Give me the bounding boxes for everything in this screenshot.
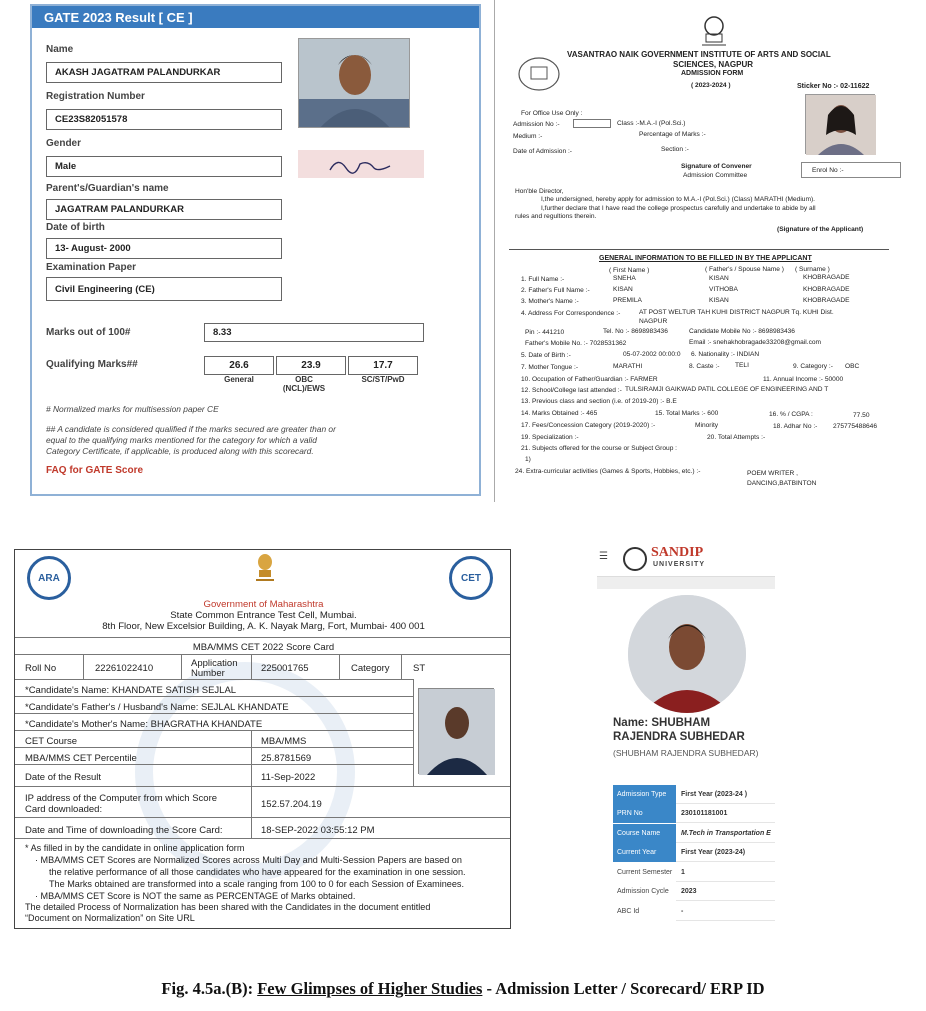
enrol-box xyxy=(801,162,901,178)
ip-label-line1: IP address of the Computer from which Score xyxy=(25,793,218,804)
footnote-6: The detailed Process of Normalization has been shared with the Candidates in the document entitled xyxy=(25,902,431,912)
app-value: 225001765 xyxy=(261,663,309,674)
parent-value: JAGATRAM PALANDURKAR xyxy=(46,199,282,220)
subject-1: 1) xyxy=(525,456,531,463)
total-attempts: 20. Total Attempts :- xyxy=(707,434,766,441)
declaration-1: I,the undersigned, hereby apply for admission to M.A.-I (Pol.Sci.) (Class) MARATHI (Medium). xyxy=(541,196,815,203)
father-name: *Candidate's Father's / Husband's Name: SEJLAL KHANDATE xyxy=(25,702,289,713)
marks-value: 8.33 xyxy=(204,323,424,342)
category-label: Category xyxy=(351,663,390,674)
divider xyxy=(509,249,889,250)
column-divider xyxy=(251,730,252,839)
course-value: MBA/MMS xyxy=(261,736,307,747)
father-mobile: Father's Mobile No. :- 7028531362 xyxy=(525,340,627,347)
date-row xyxy=(15,764,413,786)
mother-surname: KHOBRAGADE xyxy=(803,297,850,304)
footnote-4: The Marks obtained are transformed into a scale ranging from 100 to 0 for each Session of Examinees. xyxy=(49,879,464,889)
dob-label: Date of birth xyxy=(46,222,105,233)
category-value: ST xyxy=(413,663,426,674)
roll-value: 22261022410 xyxy=(95,663,154,674)
marks-obtained: 14. Marks Obtained :- 465 xyxy=(521,410,598,417)
enrol-label: Enrol No :- xyxy=(812,167,844,174)
university-logo-icon xyxy=(623,547,647,571)
footnote-7: “Document on Normalization” on Site URL xyxy=(25,913,195,923)
caption-prefix: Fig. 4.5a.(B): xyxy=(161,979,258,998)
email: Email :- snehakhobragade33208@gmail.com xyxy=(689,339,822,346)
ip-label-line2: Card downloaded: xyxy=(25,804,103,816)
medium-field: Medium :- xyxy=(513,133,543,140)
cgpa-label: 16. % / CGPA : xyxy=(769,411,813,418)
current-year-label: Current Year xyxy=(613,843,676,862)
admission-form xyxy=(494,0,922,502)
form-year: ( 2023-2024 ) xyxy=(691,82,731,89)
col-surname: ( Surname ) xyxy=(795,266,830,273)
ip-value: 152.57.204.19 xyxy=(261,799,322,810)
admission-no: Admission No :- xyxy=(513,121,560,128)
qual-general-value: 26.6 xyxy=(204,356,274,375)
abc-id-value: - xyxy=(681,908,684,915)
footnote-5: · MBA/MMS CET Score is NOT the same as PERCENTAGE of Marks obtained. xyxy=(35,891,356,901)
specialization: 19. Specialization :- xyxy=(521,434,579,441)
note-qualified-1: ## A candidate is considered qualified if the marks secured are greater than or xyxy=(46,424,336,434)
qual-general-cat: General xyxy=(224,375,254,384)
cet-candidate-photo xyxy=(418,688,494,774)
subjects: 21. Subjects offered for the course or Subject Group : xyxy=(521,445,678,452)
cell-address: 8th Floor, New Excelsior Building, A. K. Nayak Marg, Fort, Mumbai- 400 001 xyxy=(102,621,425,632)
institute-line1: VASANTRAO NAIK GOVERNMENT INSTITUTE OF ARTS AND SOCIAL xyxy=(567,50,831,59)
nationality: 6. Nationality :- INDIAN xyxy=(691,351,760,358)
admission-type-label: Admission Type xyxy=(613,785,676,804)
col-first: ( First Name ) xyxy=(609,267,650,274)
date-value: 11-Sep-2022 xyxy=(261,772,316,783)
gender-label: Gender xyxy=(46,138,82,149)
father-surname: KHOBRAGADE xyxy=(803,286,850,293)
admission-no-box xyxy=(573,119,611,128)
address-line1: AT POST WELTUR TAH KUHI DISTRICT NAGPUR Tq. KUHI Dist. xyxy=(639,309,834,316)
mother-middle: KISAN xyxy=(709,297,729,304)
caste: TELI xyxy=(735,362,749,369)
fees-category: Minority xyxy=(695,422,719,429)
candidate-photo xyxy=(298,38,410,128)
footnote-3: the relative performance of all those candidates who have appeared for the examination in one session. xyxy=(49,867,466,877)
percentile-value: 25.8781569 xyxy=(261,753,312,764)
emblem-icon xyxy=(697,14,731,50)
dob-label: 5. Date of Birth :- xyxy=(521,352,571,359)
father-full-label: 2. Father's Full Name :- xyxy=(521,287,590,294)
applicant-photo xyxy=(805,94,875,154)
percentile-label: MBA/MMS CET Percentile xyxy=(25,753,137,764)
candidate-mobile: Candidate Mobile No :- 8698983436 xyxy=(689,328,795,335)
mother-label: 3. Mother's Name :- xyxy=(521,298,579,305)
address-line2: NAGPUR xyxy=(639,318,668,325)
institute-line2: SCIENCES, NAGPUR xyxy=(673,60,754,69)
app-label-line1: Application xyxy=(191,658,238,669)
course-label: CET Course xyxy=(25,736,78,747)
erp-subbar xyxy=(597,577,775,589)
erp-topbar xyxy=(597,543,775,577)
cet-logo: CET xyxy=(449,556,493,600)
gate-scorecard xyxy=(30,4,481,496)
office-use: For Office Use Only : xyxy=(521,110,583,117)
info-row xyxy=(613,804,775,823)
extra-curricular-1: POEM WRITER , xyxy=(747,470,798,477)
father-middle: VITHOBA xyxy=(709,286,738,293)
title-row xyxy=(15,637,511,654)
mother-row xyxy=(15,713,413,730)
admission-cycle-value: 2023 xyxy=(681,888,697,895)
declaration-2: I,further declare that I have read the college prospectus carefully and undertake to abide by all xyxy=(541,205,816,212)
gate-header: GATE 2023 Result [ CE ] xyxy=(32,6,479,28)
roll-label: Roll No xyxy=(25,663,57,674)
paper-value: Civil Engineering (CE) xyxy=(46,277,282,301)
note-qualified-3: Category Certificate, if applicable, is produced along with this scorecard. xyxy=(46,446,314,456)
mother-name: *Candidate's Mother's Name: BHAGRATHA KHANDATE xyxy=(25,719,263,730)
caption-suffix: - Admission Letter / Scorecard/ ERP ID xyxy=(482,979,765,998)
emblem-icon xyxy=(253,552,277,584)
caption-underlined: Few Glimpses of Higher Studies xyxy=(257,979,483,998)
info-row xyxy=(613,785,775,804)
tel: Tel. No :- 8698983436 xyxy=(603,328,668,335)
qual-obc-cat: OBC (NCL)/EWS xyxy=(282,375,326,393)
footnote-2: · MBA/MMS CET Scores are Normalized Scores across Multi Day and Multi-Session Papers are based on xyxy=(35,855,462,865)
course-name-value: M.Tech in Transportation E xyxy=(681,830,771,837)
note-normalized: # Normalized marks for multisession paper CE xyxy=(46,404,219,414)
full-name-label: 1. Full Name :- xyxy=(521,276,565,283)
app-label-line2: Number xyxy=(191,668,225,680)
info-row xyxy=(613,824,775,843)
form-title: ADMISSION FORM xyxy=(681,70,744,77)
admission-type-value: First Year (2023-24 ) xyxy=(681,791,748,798)
marks-label: Marks out of 100# xyxy=(46,327,131,338)
prn-label: PRN No xyxy=(613,804,676,823)
school-label: 12. School/College last attended :- xyxy=(521,387,622,394)
photo-divider xyxy=(413,679,414,786)
declaration-3: rules and regultions therein. xyxy=(515,213,597,220)
caste-label: 8. Caste :- xyxy=(689,363,720,370)
abc-id-label: ABC Id xyxy=(613,902,676,921)
date-admission: Date of Admission :- xyxy=(513,148,573,155)
convener-sign: Signature of Convener xyxy=(681,163,752,170)
student-full-name: (SHUBHAM RAJENDRA SUBHEDAR) xyxy=(613,748,759,758)
paper-label: Examination Paper xyxy=(46,262,137,273)
student-name-line1: Name: SHUBHAM xyxy=(613,717,711,729)
faq-link[interactable]: FAQ for GATE Score xyxy=(46,465,144,476)
previous-class: 13. Previous class and section (i.e. of 2019-20) :- B.E xyxy=(521,398,677,405)
ara-logo: ARA xyxy=(27,556,71,600)
menu-icon[interactable]: ☰ xyxy=(599,551,608,562)
brand-name: SANDIP xyxy=(651,545,704,560)
candidate-name: *Candidate's Name: KHANDATE SATISH SEJLAL xyxy=(25,685,237,696)
dob-value: 05-07-2002 00:00:0 xyxy=(623,351,681,358)
class-field: Class :-M.A.-I (Pol.Sci.) xyxy=(617,120,686,127)
section-field: Section :- xyxy=(661,146,689,153)
admission-cycle-label: Admission Cycle xyxy=(613,882,676,901)
father-row xyxy=(15,696,413,713)
cell-name: State Common Entrance Test Cell, Mumbai. xyxy=(170,610,357,621)
category: OBC xyxy=(845,363,860,370)
cand-row xyxy=(15,679,413,696)
fees-category-label: 17. Fees/Concession Category (2019-2020) :- xyxy=(521,422,656,429)
download-label: Date and Time of downloading the Score Card: xyxy=(25,825,223,836)
address-label: 4. Address For Correspondence :- xyxy=(521,310,621,317)
mother-tongue-label: 7. Mother Tongue :- xyxy=(521,364,579,371)
sticker-no: Sticker No :- 02-11622 xyxy=(797,83,870,90)
adhar-value: 275775488646 xyxy=(833,423,878,430)
category-label: 9. Category :- xyxy=(793,363,833,370)
qual-sc-cat: SC/ST/PwD xyxy=(361,375,405,384)
ip-row xyxy=(15,786,511,817)
col-father: ( Father's / Spouse Name ) xyxy=(705,266,784,273)
pin: Pin :- 441210 xyxy=(525,329,565,336)
student-name-line2: RAJENDRA SUBHEDAR xyxy=(613,731,745,743)
roll-row xyxy=(15,654,511,679)
gender-value: Male xyxy=(46,156,282,177)
percentage-field: Percentage of Marks :- xyxy=(639,131,706,138)
reg-value: CE23S82051578 xyxy=(46,109,282,130)
hon-director: Hon'ble Director, xyxy=(515,188,564,195)
current-semester-value: 1 xyxy=(681,869,685,876)
current-year-value: First Year (2023-24) xyxy=(681,849,746,856)
father-name: KISAN xyxy=(709,275,729,282)
first-name: SNEHA xyxy=(613,275,636,282)
reg-label: Registration Number xyxy=(46,91,145,102)
info-row xyxy=(613,843,775,862)
dob-value: 13- August- 2000 xyxy=(46,238,282,259)
figure-caption xyxy=(0,979,926,999)
parent-label: Parent's/Guardian's name xyxy=(46,183,169,194)
school-value: TULSIRAMJI GAIKWAD PATIL COLLEGE OF ENGINEERING AND T xyxy=(625,386,829,393)
course-row xyxy=(15,730,413,747)
percentile-row xyxy=(15,747,413,764)
applicant-signature: (Signature of the Applicant) xyxy=(777,226,864,233)
qualifying-label: Qualifying Marks## xyxy=(46,359,138,370)
ip-label xyxy=(19,789,223,820)
occupation: 10. Occupation of Father/Guardian :- FARMER xyxy=(521,376,658,383)
download-row xyxy=(15,817,511,839)
college-logo-icon xyxy=(517,56,561,92)
surname: KHOBRAGADE xyxy=(803,274,850,281)
erp-profile xyxy=(597,543,775,925)
qual-obc-value: 23.9 xyxy=(276,356,346,375)
general-info-title: GENERAL INFORMATION TO BE FILLED IN BY THE APPLICANT xyxy=(599,255,812,262)
extra-curricular-2: DANCING,BATBINTON xyxy=(747,480,817,487)
download-value: 18-SEP-2022 03:55:12 PM xyxy=(261,825,375,836)
footnote-1: * As filled in by the candidate in online application form xyxy=(25,843,245,853)
info-row xyxy=(613,863,775,882)
current-semester-label: Current Semester xyxy=(613,863,676,882)
name-value: AKASH JAGATRAM PALANDURKAR xyxy=(46,62,282,83)
cgpa-value: 77.50 xyxy=(853,412,870,419)
brand-subtitle: UNIVERSITY xyxy=(653,561,706,568)
date-label: Date of the Result xyxy=(25,772,102,783)
signature-image xyxy=(298,150,424,178)
convener-committee: Admission Committee xyxy=(683,172,748,179)
prn-value: 230101181001 xyxy=(681,810,728,817)
course-name-label: Course Name xyxy=(613,824,676,843)
adhar-label: 18. Adhar No :- xyxy=(773,423,818,430)
extra-curricular-label: 24. Extra-curricular activities (Games & Sports, Hobbies, etc.) :- xyxy=(515,468,701,475)
student-avatar xyxy=(628,595,746,713)
father-first: KISAN xyxy=(613,286,633,293)
name-label: Name xyxy=(46,44,74,55)
note-qualified-2: equal to the qualifying marks mentioned for the category for which a valid xyxy=(46,435,317,445)
scorecard-title: MBA/MMS CET 2022 Score Card xyxy=(192,642,335,653)
mother-tongue: MARATHI xyxy=(613,363,643,370)
total-marks: 15. Total Marks :- 600 xyxy=(655,410,719,417)
cet-scorecard xyxy=(14,549,511,929)
government-label: Government of Maharashtra xyxy=(203,599,324,610)
info-row xyxy=(613,882,775,901)
mother-first: PREMILA xyxy=(613,297,642,304)
qual-sc-value: 17.7 xyxy=(348,356,418,375)
annual-income: 11. Annual Income :- 50000 xyxy=(763,376,844,383)
info-row xyxy=(613,902,775,921)
